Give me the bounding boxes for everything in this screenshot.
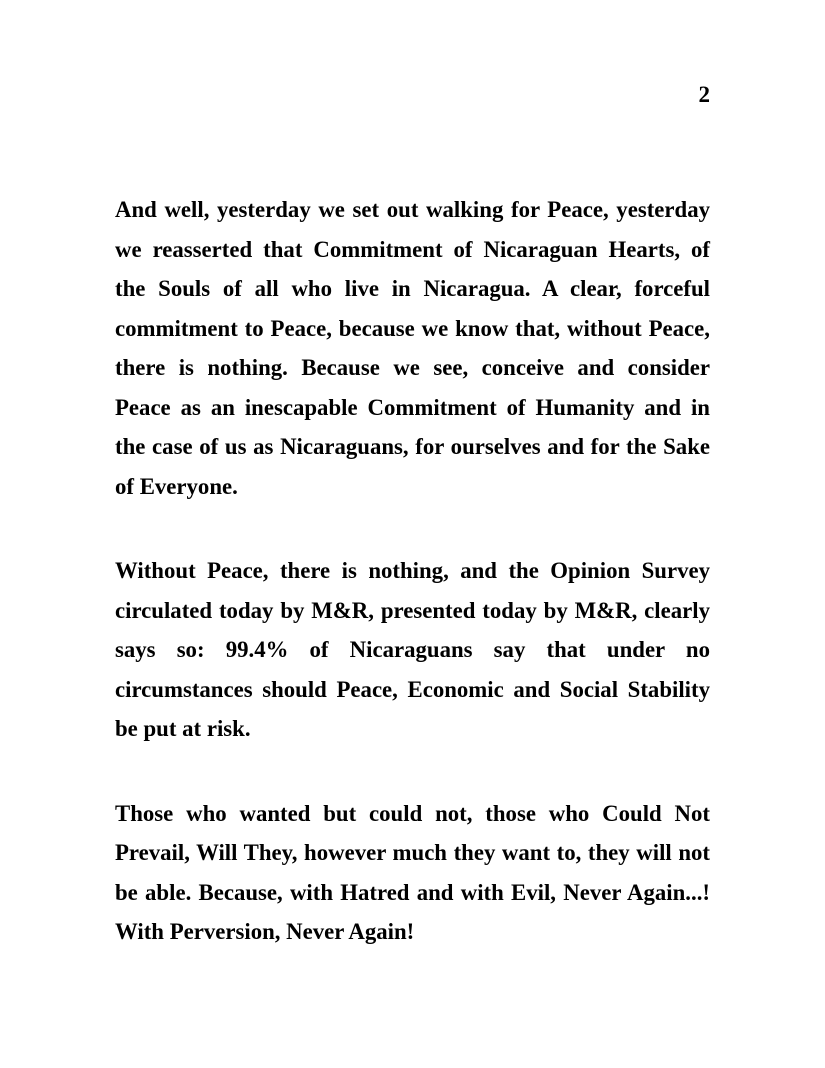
text-line: the case of us as Nicaraguans, for ourselves and for the Sake <box>115 434 710 459</box>
text-line: circulated today by M&R, presented today by M&R, clearly <box>115 597 710 623</box>
paragraph <box>115 190 710 506</box>
paragraph <box>115 551 710 749</box>
text-line: Prevail, Will They, however much they want to, they will not <box>115 840 710 865</box>
text-line: there is nothing. Because we see, conceive and consider <box>115 355 710 380</box>
text-line: says so: 99.4% of Nicaraguans say that under no <box>115 637 710 662</box>
text-line: circumstances should Peace, Economic and Social Stability <box>115 676 710 702</box>
paragraph <box>115 794 710 952</box>
text-line: be put at risk. <box>115 716 251 741</box>
text-line: And well, yesterday we set out walking for Peace, yesterday <box>115 197 710 222</box>
text-line: of Everyone. <box>115 473 238 499</box>
text-line: the Souls of all who live in Nicaragua. A clear, forceful <box>115 276 710 301</box>
text-line: commitment to Peace, because we know that, without Peace, <box>115 315 710 341</box>
document-body <box>115 190 710 952</box>
text-line: we reasserted that Commitment of Nicaraguan Hearts, of <box>115 236 710 262</box>
text-line: Peace as an inescapable Commitment of Humanity and in <box>115 394 710 420</box>
text-line: Those who wanted but could not, those who Could Not <box>115 800 710 826</box>
text-line: be able. Because, with Hatred and with Evil, Never Again...! <box>115 879 710 905</box>
text-line: With Perversion, Never Again! <box>115 919 415 944</box>
page-number: 2 <box>698 82 710 107</box>
text-line: Without Peace, there is nothing, and the Opinion Survey <box>115 558 710 583</box>
